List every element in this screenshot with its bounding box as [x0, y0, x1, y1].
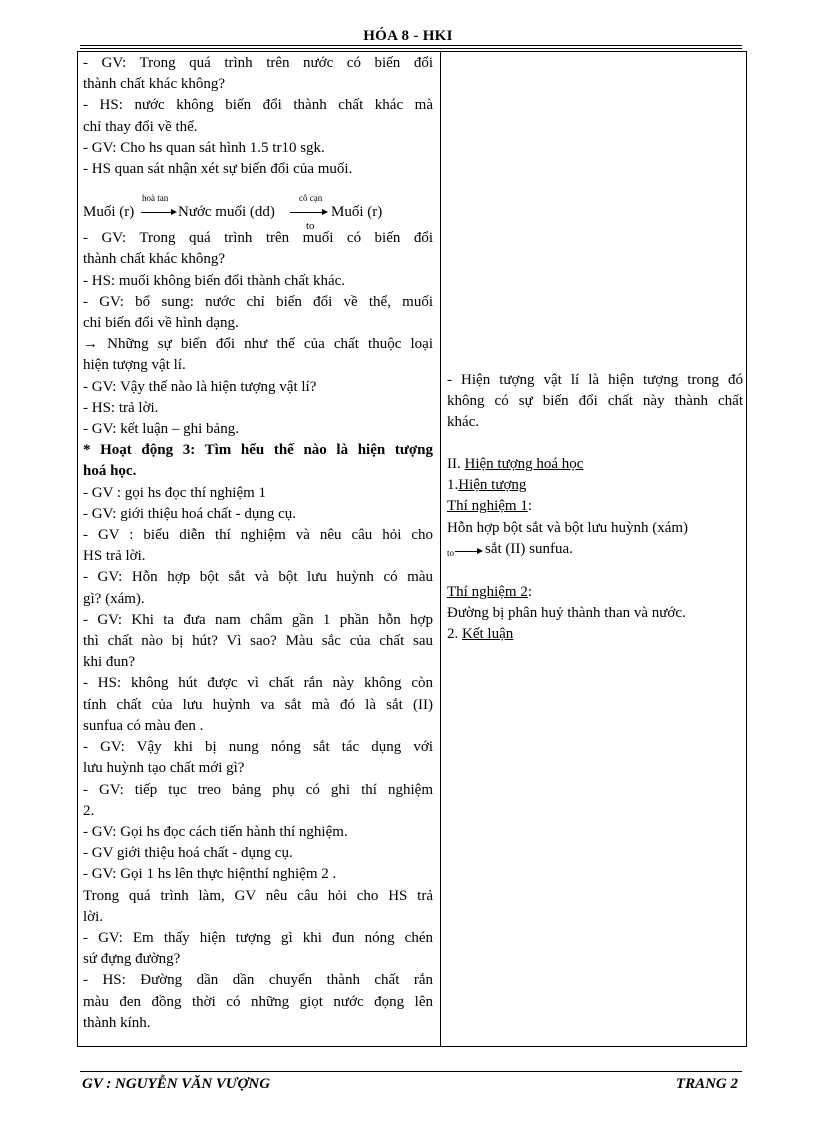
activity-line: sunfua có màu đen .: [83, 717, 204, 734]
reaction-arrow-icon: [290, 212, 326, 213]
definition-line: - Hiện tượng vật lí là hiện tượng trong đó: [447, 372, 743, 388]
activity-line: - HS: không hút được vì chất rắn này không còn: [83, 675, 433, 692]
activity-line: lưu huỳnh tạo chất mới gì?: [83, 760, 245, 777]
experiment-1-reaction: [447, 539, 743, 560]
definition-line: khác.: [447, 414, 480, 431]
experiment-2-colon: :: [527, 584, 532, 600]
activity-lines-a: [83, 53, 433, 180]
subsection-number: 1.: [447, 477, 459, 494]
activity-line: Trong quá trình làm, GV nêu câu hỏi cho HS trả: [83, 887, 433, 904]
activity-line: thành kính.: [83, 1014, 151, 1031]
activity-line: màu đen đồng thời có những giọt nước đọng lên: [83, 993, 433, 1010]
subsection-title-text: Hiện tượng: [458, 477, 527, 494]
activity-heading-line: hoá học.: [83, 463, 137, 480]
equation-product: Muối (r): [331, 204, 383, 221]
activity-line: → Những sự biến đổi như thế của chất thuộc loại: [83, 336, 433, 353]
header-rule-secondary: [80, 48, 742, 49]
activity-line: - GV giới thiệu hoá chất - dụng cụ.: [83, 845, 293, 862]
activity-line: tính chất của lưu huỳnh va sắt mà đó là sắt (II): [83, 696, 433, 713]
arrow-label-heat: to: [306, 220, 315, 233]
activity-line: thành chất khác không?: [83, 251, 226, 268]
footer-teacher-name: GV : NGUYỄN VĂN VƯỢNG: [82, 1076, 271, 1092]
column-divider: [440, 51, 441, 1047]
salt-equation: [83, 182, 433, 233]
chemical-phenomenon-block: [447, 454, 743, 560]
activity-line: - HS quan sát nhận xét sự biến đổi của muối.: [83, 161, 353, 178]
experiment-2-title-text: Thí nghiệm 2: [447, 584, 528, 600]
activity-line: - GV: tiếp tục treo bảng phụ có ghi thí nghiệm: [83, 781, 433, 798]
section-number: II.: [447, 456, 465, 472]
activity-line: - HS: Đường dần dần chuyển thành chất rắn: [83, 972, 433, 989]
activity-line: - GV: Gọi 1 hs lên thực hiệnthí nghiệm 2 .: [83, 866, 337, 883]
activity-lines-b: [83, 228, 433, 440]
definition-line: không có sự biến đổi chất này thành chất: [447, 393, 743, 410]
arrow-label-evaporate: cô cạn: [299, 193, 323, 204]
experiment-2-block: [447, 582, 743, 646]
activity-line: gì? (xám).: [83, 590, 145, 607]
activity-line: sứ đựng đường?: [83, 951, 181, 968]
arrow-label-dissolve: hoà tan: [142, 193, 169, 204]
activity-line: chỉ biến đổi về hình dạng.: [83, 315, 239, 332]
activity-line: - GV: Khi ta đưa nam châm gần 1 phần hỗn hợp: [83, 611, 433, 628]
equation-reactant: Muối (r): [83, 204, 135, 221]
footer-rule: [80, 1071, 742, 1072]
experiment-1-description: Hỗn hợp bột sắt và bột lưu huỳnh (xám): [447, 519, 689, 536]
section-title-text: Hiện tượng hoá học: [464, 456, 584, 472]
experiment-1-title-text: Thí nghiệm 1: [447, 498, 528, 515]
experiment-1-product: sắt (II) sunfua.: [485, 540, 573, 557]
activity-line: - GV: bổ sung: nước chỉ biến đổi về thể, muối: [83, 293, 433, 310]
conclusion-number: 2.: [447, 626, 462, 643]
activity-line: - GV: Vậy thế nào là hiện tượng vật lí?: [83, 378, 317, 395]
arrow-label-heat: to: [447, 547, 455, 558]
activity-line: - GV: giới thiệu hoá chất - dụng cụ.: [83, 505, 297, 522]
activity-line: - GV: Vậy khi bị nung nóng sắt tác dụng với: [83, 739, 433, 756]
activity-line: - GV: kết luận – ghi bảng.: [83, 421, 239, 438]
activity-line: - GV: Gọi hs đọc cách tiến hành thí nghiệm.: [83, 823, 348, 840]
activity-line: HS trả lời.: [83, 548, 146, 565]
teacher-student-activities-column: [83, 53, 433, 1034]
page-header-title: HÓA 8 - HKI: [363, 28, 453, 44]
activity-line: - GV: Trong quá trình trên muối có biến đổi: [83, 230, 433, 247]
reaction-arrow-icon: [455, 551, 481, 552]
activity-line: lời.: [83, 908, 104, 925]
activity-line: - GV: Em thấy hiện tượng gì khi đun nóng chén: [83, 929, 433, 946]
activity-line: - GV : gọi hs đọc thí nghiệm 1: [83, 484, 267, 501]
activity-line: - GV : biểu diễn thí nghiệm và nêu câu hỏi cho: [83, 527, 433, 544]
activity-line: - HS: trả lời.: [83, 399, 159, 416]
header-rule: [80, 45, 742, 46]
experiment-2-title: [447, 582, 743, 603]
activity-line: - HS: nước không biến đổi thành chất khác mà: [83, 97, 433, 114]
activity-line: - GV: Trong quá trình trên nước có biến đổi: [83, 55, 433, 71]
definition-block: [447, 370, 743, 434]
activity-line: - GV: Hỗn hợp bột sắt và bột lưu huỳnh có màu: [83, 569, 433, 586]
footer-page-number: TRANG 2: [675, 1076, 738, 1092]
equation-intermediate: Nước muối (dd): [178, 204, 275, 221]
activity-lines-c: [83, 483, 433, 1034]
conclusion-title-text: Kết luận: [462, 626, 514, 643]
activity-line: thì chất nào bị hút? Vì sao? Màu sắc của chất sau: [83, 633, 433, 650]
reaction-arrow-icon: [141, 212, 175, 213]
activity-line: chỉ thay đổi về thể.: [83, 118, 198, 135]
section-title: [447, 454, 743, 475]
activity-line: hiện tượng vật lí.: [83, 357, 186, 374]
activity-line: 2.: [83, 802, 95, 819]
activity-line: khi đun?: [83, 654, 136, 671]
experiment-1-title: [447, 496, 743, 517]
activity-heading-line: * Hoạt động 3: Tìm hểu thế nào là hiện tượng: [83, 442, 433, 459]
conclusion-title: [447, 624, 743, 645]
definition-lines: [447, 370, 743, 434]
activity-line: - GV: Cho hs quan sát hình 1.5 tr10 sgk.: [83, 139, 325, 156]
subsection-title: [447, 475, 743, 496]
experiment-1-colon: :: [527, 498, 532, 515]
activity-line: thành chất khác không?: [83, 76, 226, 93]
experiment-2-description: Đường bị phân huỷ thành than và nước.: [447, 605, 686, 622]
activity-line: - HS: muối không biến đổi thành chất khác.: [83, 272, 346, 289]
